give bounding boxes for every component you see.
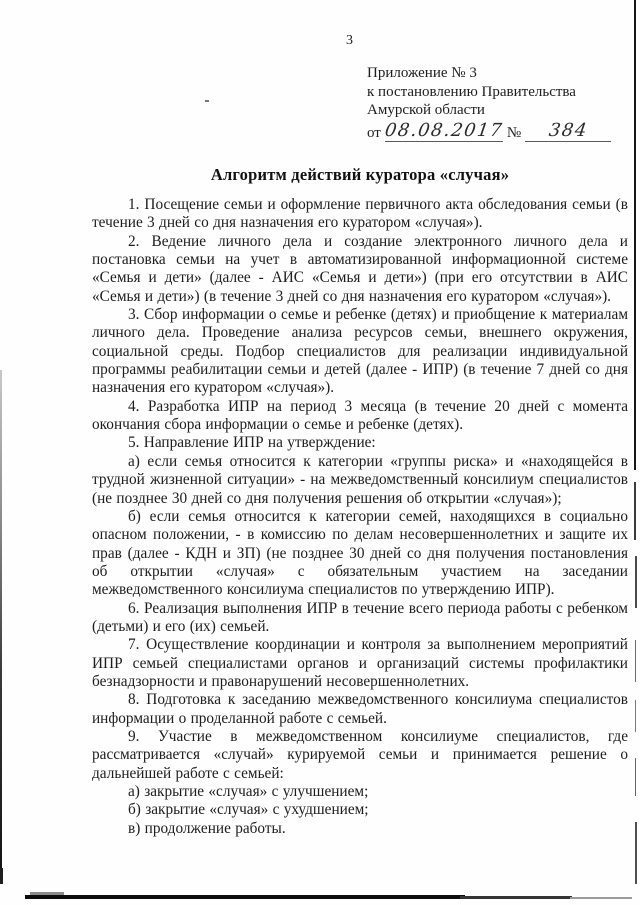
handwritten-number [525,121,611,143]
scan-edge-left-tick [0,868,3,884]
scan-edge-right-dash [635,700,636,732]
scan-edge-bottom [570,897,632,899]
paragraph-4: 4. Разработка ИПР на период 3 месяца (в течение 20 дней с момента окончания сбора информации о семье и ребенке (детях). [92,397,628,434]
paragraph-2: 2. Ведение личного дела и создание электронного личного дела и постановка семьи на учет в автоматизированной информационной системе «Семья и дети» (далее - АИС «Семья и дети») (при его отсутствии в АИС «Семья и дети») (в течение 3 дней со дня назначения его куратором «случая»). [92,232,628,305]
document-title: Алгоритм действий куратора «случая» [210,165,510,184]
paragraph-5b: б) если семья относится к категории семей, находящихся в социально опасном положении, - в комиссию по делам несовершеннолетних и защите их прав (далее - КДН и ЗП) (не позднее 30 дней со дня получения постановления об открытии «случая» с обязательным участием на заседании межведомственного консилиума специалистов по утверждению ИПР). [92,507,628,599]
number-sign: № [506,124,522,141]
paragraph-9: 9. Участие в межведомственном консилиуме специалистов, где рассматривается «случай» курируемой семьи и принимается решение о дальнейшей работе с семьей: [92,727,628,782]
paragraph-1: 1. Посещение семьи и оформление первичного акта обследования семьи (в течение 3 дней со дня назначения его куратором «случая»). [92,196,628,232]
handwritten-date-value: 08.08.2017 [383,119,505,141]
scan-edge-bottom [30,892,64,895]
scan-edge-right-dash [635,822,637,884]
scan-edge-bottom [460,896,572,899]
paragraph-3: 3. Сбор информации о семье и ребенке (детях) и приобщение к материалам личного дела. Проведение анализа ресурсов семьи, внешнего окружения, социальной среды. Подбор специалистов для реализации индивидуальной программы реабилитации семьи и детей (далее - ИПР) (в течение 7 дней со дня назначения его куратором «случая»). [92,306,628,397]
handwritten-date [385,121,503,143]
paragraph-5a: а) если семья относится к категории «группы риска» и «находящейся в трудной жизненной ситуации» - на межведомственный консилиум специалистов (не позднее 30 дней со дня получения решения об открытии «случая»); [92,452,628,507]
scan-edge-bottom [25,895,465,899]
scan-edge-left [0,370,2,870]
handwritten-number-value: 384 [547,119,590,141]
appendix-date-line [367,121,615,143]
scan-edge-right [634,0,636,470]
appendix-block [367,64,615,142]
date-prefix: от [367,124,381,141]
appendix-line-2: к постановлению Правительства [367,83,576,100]
document-body [92,196,628,838]
paragraph-5: 5. Направление ИПР на утверждение: [128,434,376,452]
paragraph-9a: а) закрытие «случая» с улучшением; [128,783,369,800]
paragraph-9b: б) закрытие «случая» с ухудшением; [128,801,369,819]
scan-edge-right-dash [634,482,636,540]
paragraph-6: 6. Реализация выполнения ИПР в течение всего периода работы с ребенком (детьми) и его (их) семьей. [92,599,628,635]
page-number: 3 [346,33,353,48]
scan-speck [205,100,209,102]
paragraph-9c: в) продолжение работы. [128,819,286,837]
paragraph-7: 7. Осуществление координации и контроля за выполнением мероприятий ИПР семьей специалистами органов и организаций системы профилактики безнадзорности и правонарушений несовершеннолетних. [92,636,628,690]
paragraph-8: 8. Подготовка к заседанию межведомственного консилиума специалистов информации о проделанной работе с семьей. [92,691,628,727]
appendix-line-3: Амурской области [367,102,485,118]
scan-edge-right-dash [635,640,636,682]
appendix-line-1: Приложение № 3 [367,65,477,81]
scan-edge-right-dash [635,556,637,608]
scan-edge-right-dash [635,758,636,796]
